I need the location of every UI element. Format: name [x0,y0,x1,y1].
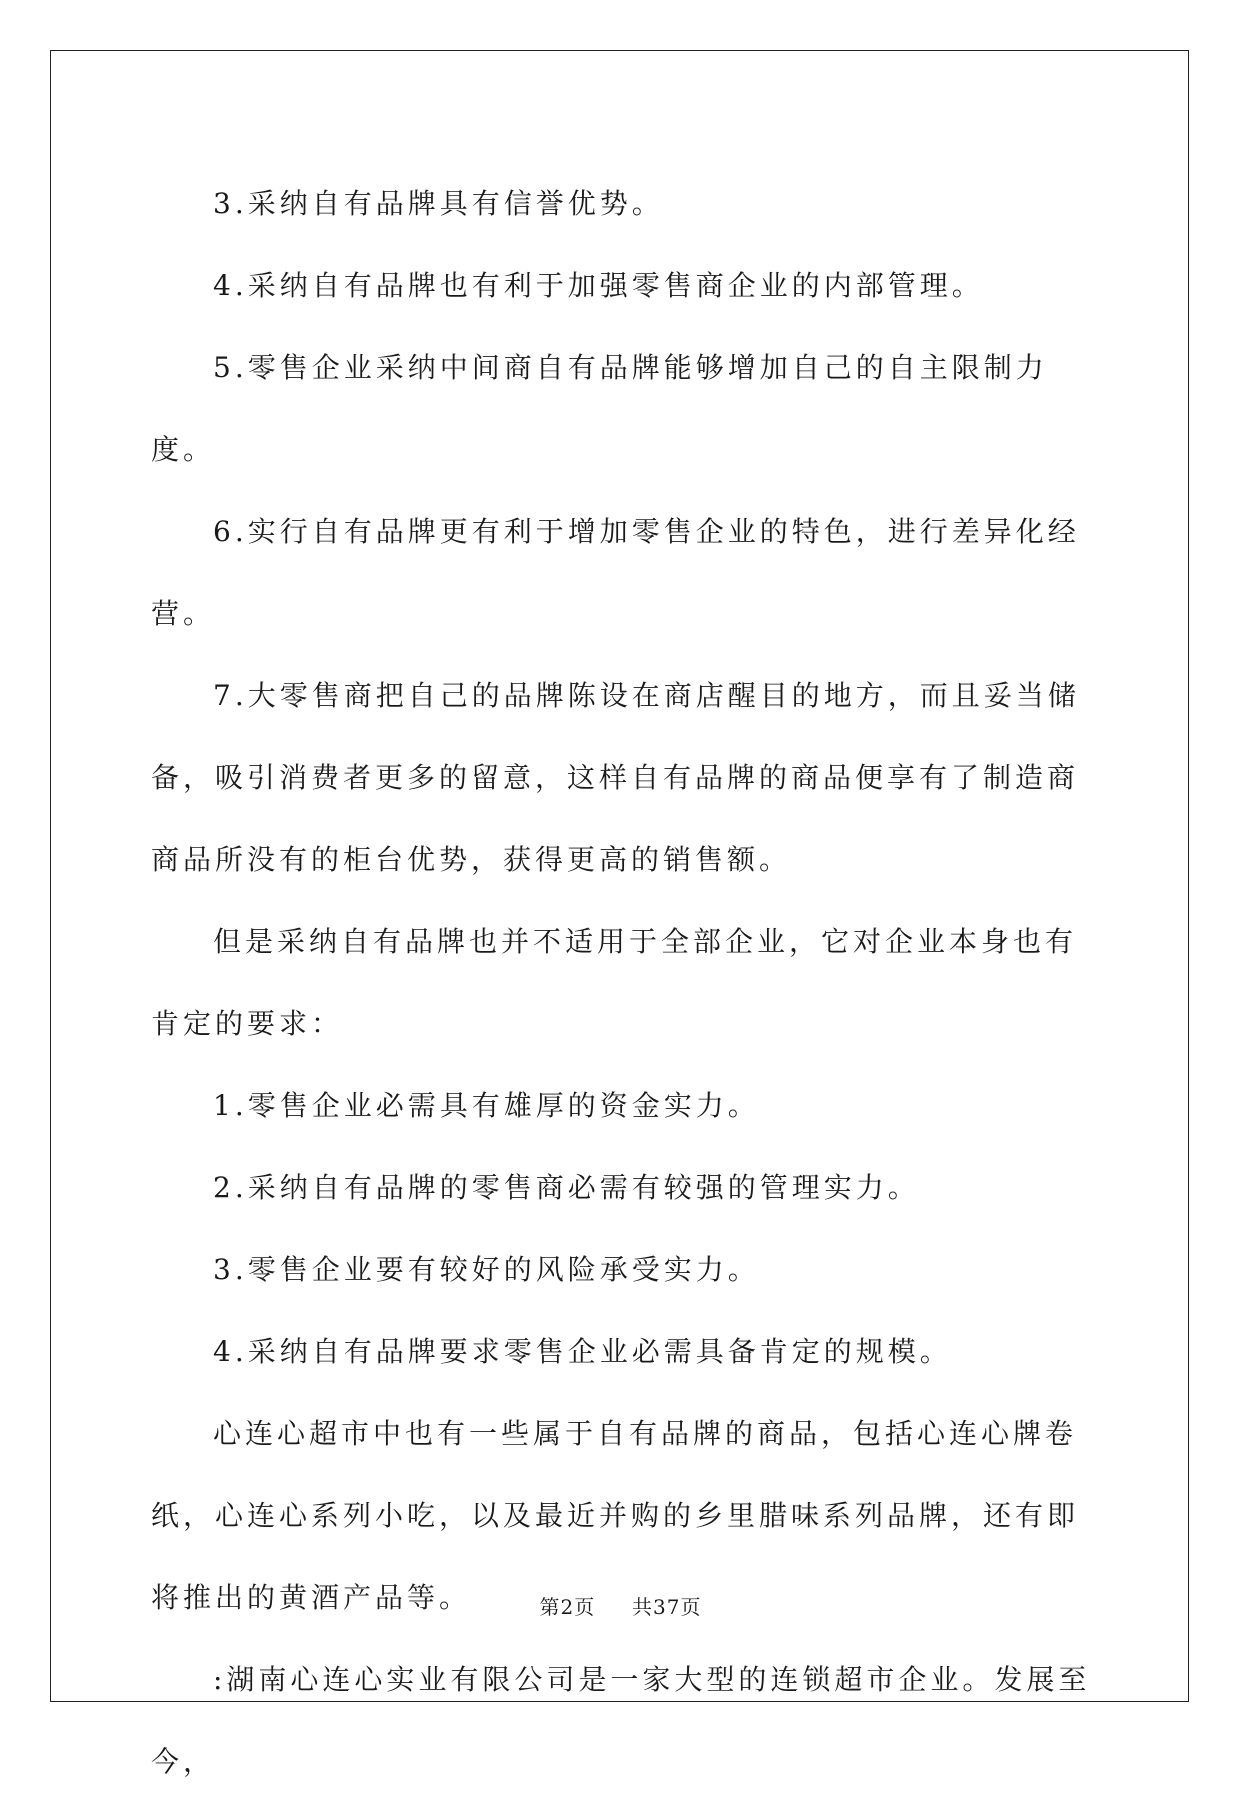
paragraph: 4.采纳自有品牌要求零售企业必需具备肯定的规模。 [213,1335,952,1368]
paragraph: 心连心超市中也有一些属于自有品牌的商品，包括心连心牌卷纸，心连心系列小吃，以及最近并购的乡里腊味系列品牌，还有即将推出的黄酒产品等。 [151,1417,1080,1614]
page-number: 第2页 [539,1595,596,1619]
paragraph: 但是采纳自有品牌也并不适用于全部企业，它对企业本身也有肯定的要求： [151,925,1078,1040]
page-footer [0,1591,1241,1620]
page-total: 共37页 [632,1595,702,1619]
paragraph: 2.采纳自有品牌的零售商必需有较强的管理实力。 [213,1171,920,1204]
paragraph: 4.采纳自有品牌也有利于加强零售商企业的内部管理。 [213,269,984,302]
paragraph: 1.零售企业必需具有雄厚的资金实力。 [213,1089,760,1122]
paragraph: 6.实行自有品牌更有利于增加零售企业的特色，进行差异化经营。 [151,515,1080,630]
paragraph: 7.大零售商把自己的品牌陈设在商店醒目的地方，而且妥当储备，吸引消费者更多的留意，这样自有品牌的商品便享有了制造商商品所没有的柜台优势，获得更高的销售额。 [151,679,1080,876]
document-body [151,163,1096,1803]
paragraph: :湖南心连心实业有限公司是一家大型的连锁超市企业。发展至今， [151,1663,1091,1778]
paragraph: 5.零售企业采纳中间商自有品牌能够增加自己的自主限制力度。 [151,351,1048,466]
paragraph: 3.采纳自有品牌具有信誉优势。 [213,187,664,220]
paragraph: 3.零售企业要有较好的风险承受实力。 [213,1253,760,1286]
